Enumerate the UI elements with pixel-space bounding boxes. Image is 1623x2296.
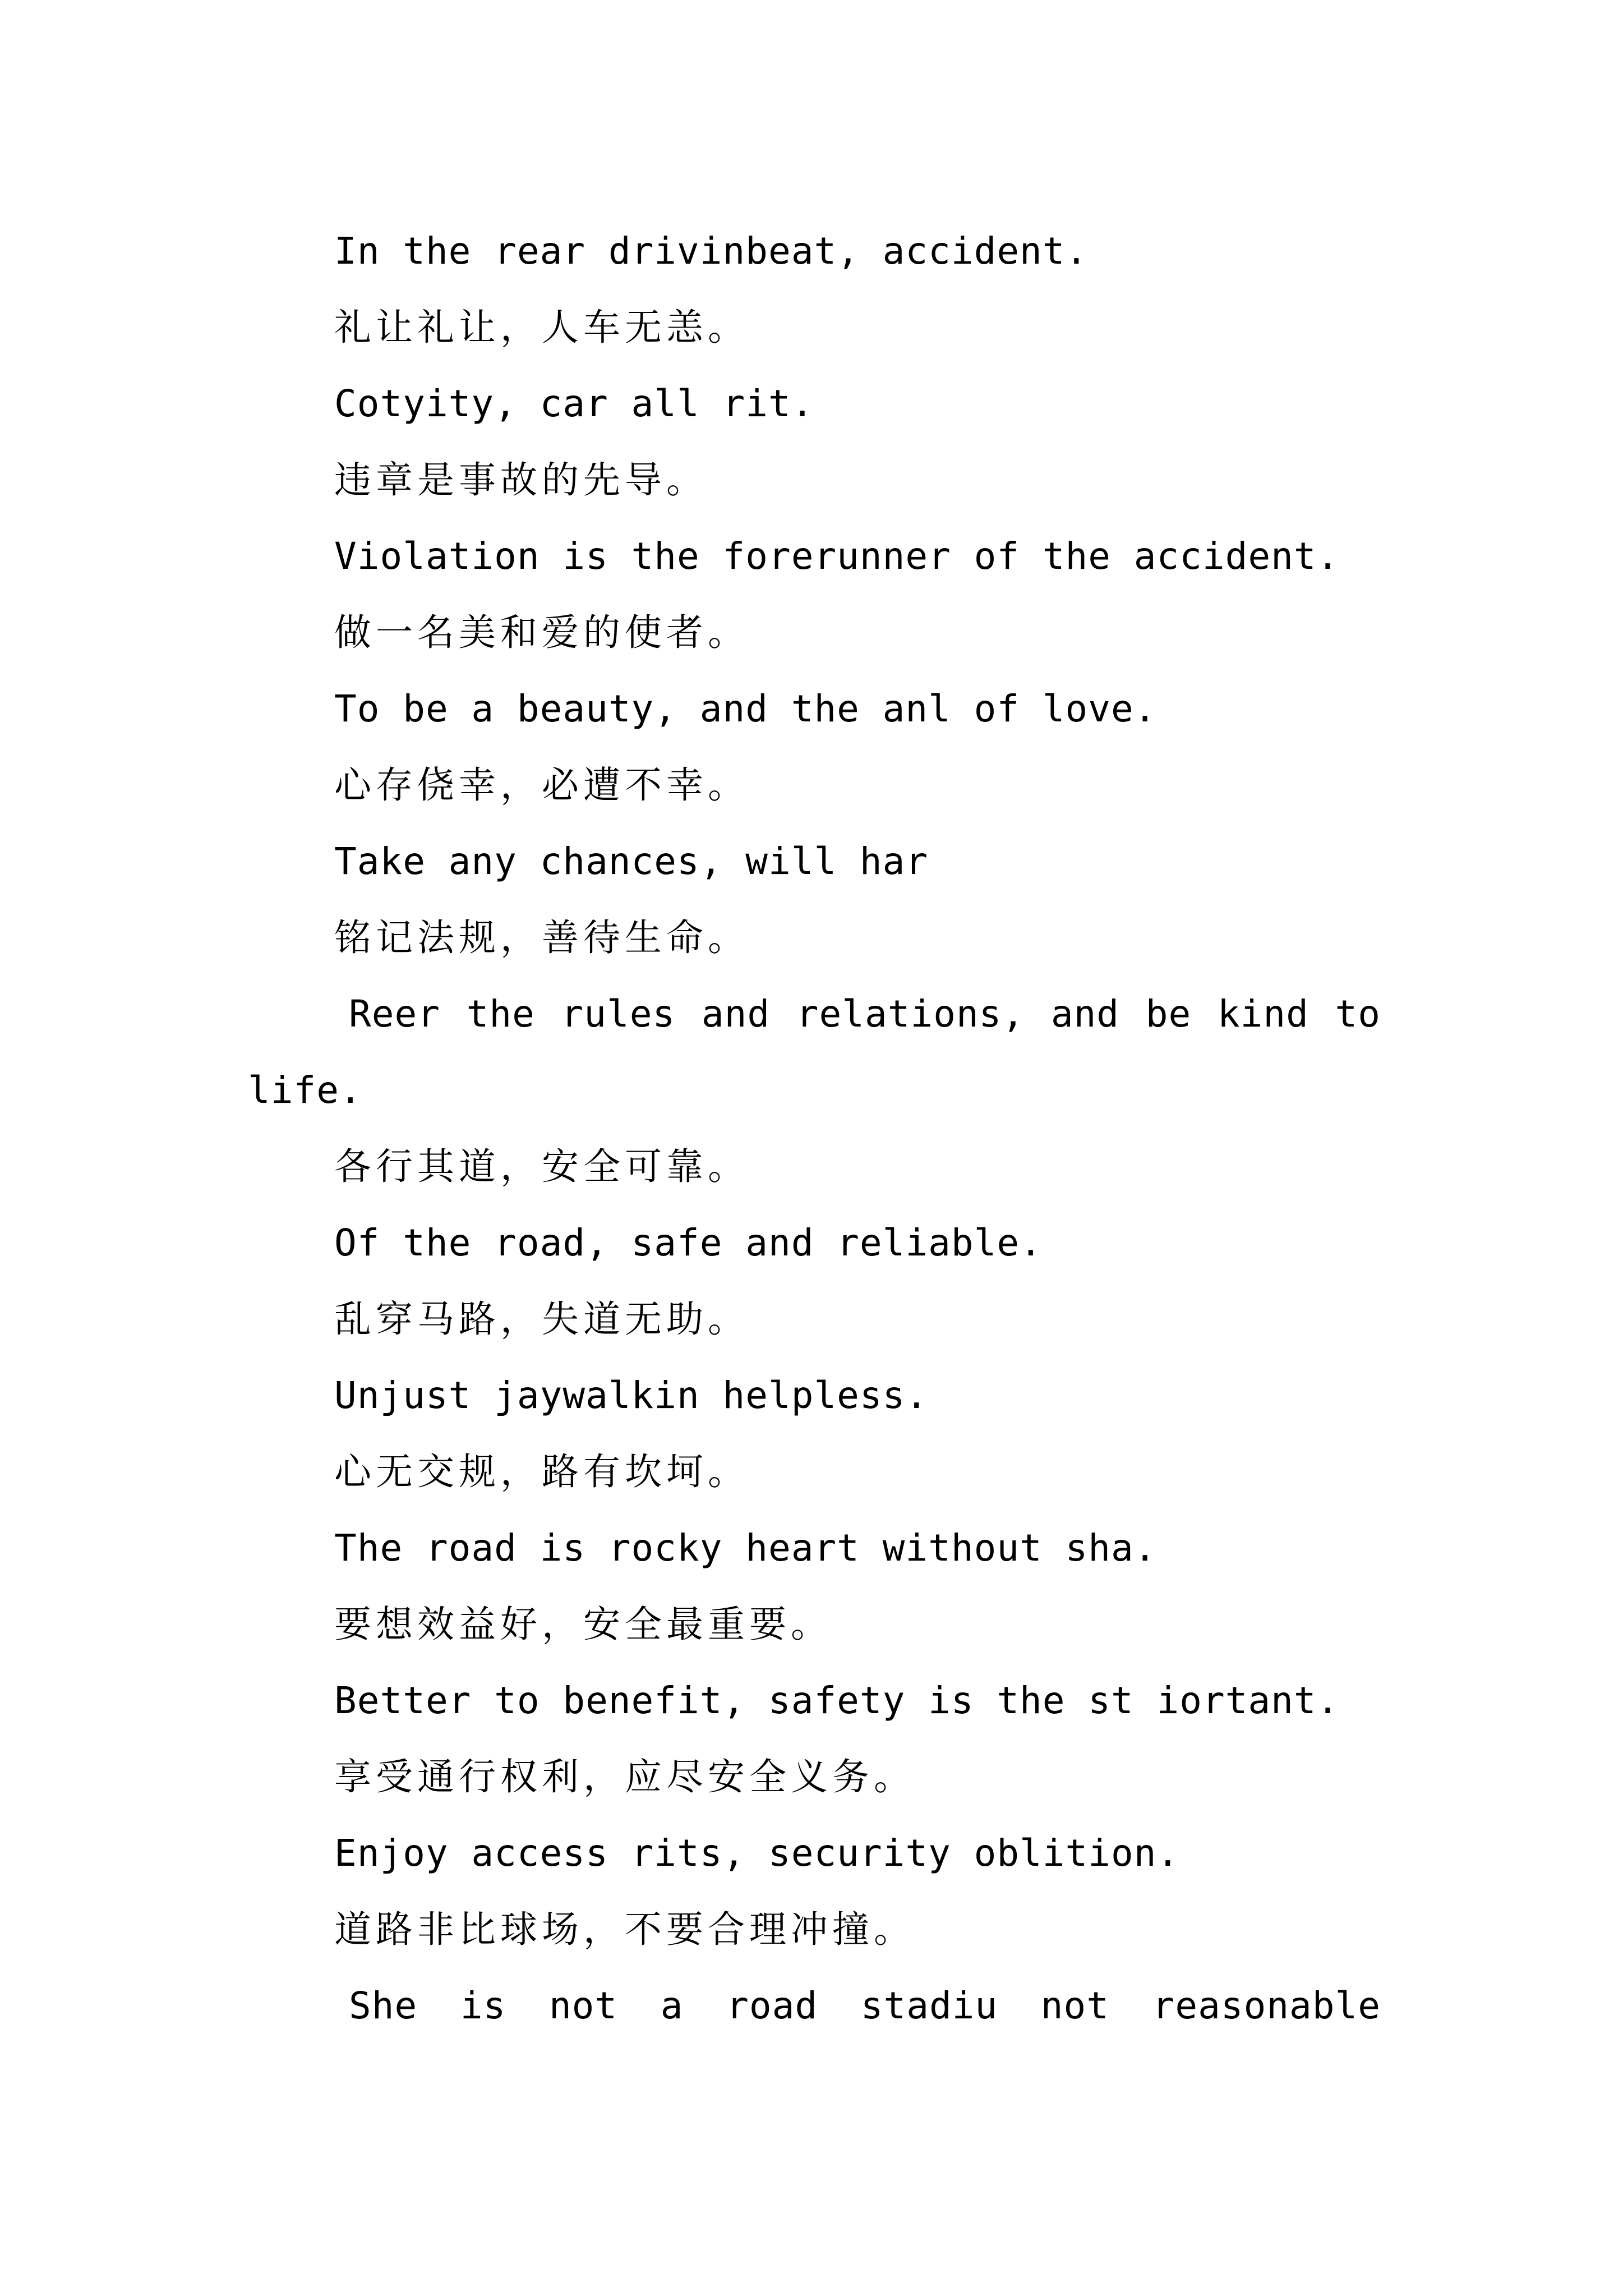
text-line: 享受通行权利，应尽安全义务。	[334, 1755, 915, 1798]
text-line: 铭记法规，善待生命。	[334, 916, 749, 959]
text-line: Take any chances, will har	[334, 840, 929, 883]
text-line: Cotyity, car all rit.	[334, 382, 814, 425]
text-line: 做一名美和爱的使者。	[334, 611, 749, 654]
text-line: In the rear drivinbeat, accident.	[334, 229, 1089, 273]
document-body	[248, 213, 1381, 2044]
text-line: 各行其道，安全可靠。	[334, 1145, 749, 1188]
text-line: She is not a road stadiu not reasonable	[349, 1984, 1381, 2027]
text-line: Enjoy access rits, security oblition.	[334, 1832, 1180, 1875]
text-line: Better to benefit, safety is the st iortant.	[334, 1679, 1340, 1722]
text-line: Reer the rules and relations, and be kind to	[349, 992, 1381, 1036]
text-line: 心存侥幸，必遭不幸。	[334, 763, 749, 807]
text-line: 违章是事故的先导。	[334, 458, 708, 501]
text-line: life.	[248, 1069, 362, 1112]
text-line: 心无交规，路有坎坷。	[334, 1450, 749, 1493]
text-line: The road is rocky heart without sha.	[334, 1526, 1157, 1570]
text-line: 礼让礼让，人车无恙。	[334, 306, 749, 349]
text-line: Unjust jaywalkin helpless.	[334, 1374, 929, 1417]
text-line: To be a beauty, and the anl of love.	[334, 687, 1157, 730]
text-line: Violation is the forerunner of the accident.	[334, 535, 1340, 578]
text-line: Of the road, safe and reliable.	[334, 1221, 1043, 1264]
text-line: 道路非比球场，不要合理冲撞。	[334, 1908, 915, 1951]
text-line: 乱穿马路，失道无助。	[334, 1297, 749, 1341]
text-line: 要想效益好，安全最重要。	[334, 1603, 832, 1646]
